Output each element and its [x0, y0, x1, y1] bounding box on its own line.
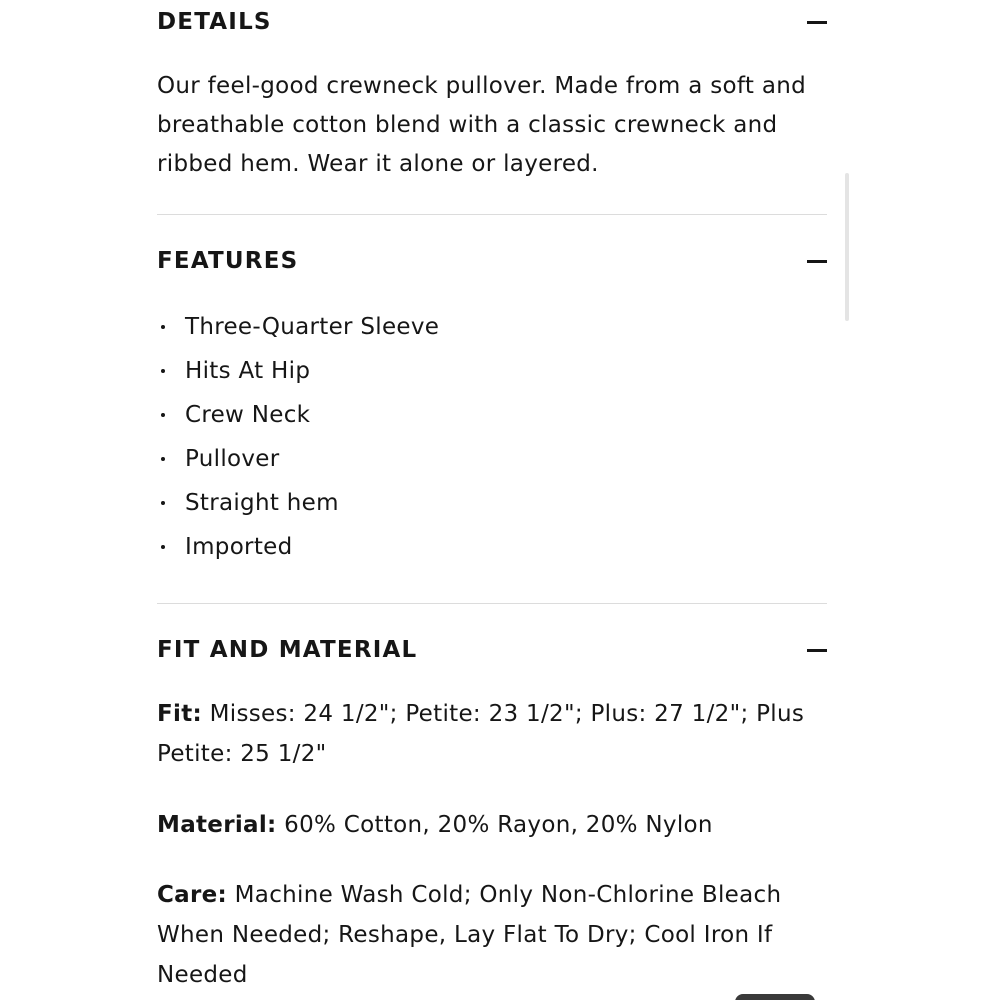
features-section [157, 241, 827, 569]
details-title: DETAILS [157, 9, 272, 35]
scrollbar-thumb[interactable] [845, 173, 849, 321]
fit-material-header[interactable] [157, 630, 827, 670]
fit-material-section [157, 630, 827, 1000]
bullet-icon [161, 369, 165, 373]
list-item: Crew Neck [157, 393, 827, 437]
list-item: Hits At Hip [157, 349, 827, 393]
list-item: Imported [157, 525, 827, 569]
minus-icon[interactable] [807, 649, 827, 652]
fit-material-title: FIT AND MATERIAL [157, 637, 418, 663]
details-section [157, 2, 827, 184]
features-header[interactable] [157, 241, 827, 281]
minus-icon[interactable] [807, 21, 827, 24]
fit-info [157, 694, 827, 774]
list-item: Pullover [157, 437, 827, 481]
material-label: Material: [157, 812, 277, 838]
material-value: 60% Cotton, 20% Rayon, 20% Nylon [276, 812, 713, 838]
care-value: Machine Wash Cold; Only Non-Chlorine Bleach When Needed; Reshape, Lay Flat To Dry; Cool Iron If Needed [157, 882, 782, 988]
divider [157, 603, 827, 604]
details-header[interactable] [157, 2, 827, 42]
bullet-icon [161, 325, 165, 329]
bullet-icon [161, 501, 165, 505]
care-label: Care: [157, 882, 228, 908]
bullet-icon [161, 545, 165, 549]
bullet-icon [161, 413, 165, 417]
fit-value: Misses: 24 1/2"; Petite: 23 1/2"; Plus: 27 1/2"; Plus Petite: 25 1/2" [157, 701, 805, 767]
bullet-icon [161, 457, 165, 461]
material-info [157, 805, 827, 845]
list-item: Three-Quarter Sleeve [157, 305, 827, 349]
divider [157, 214, 827, 215]
features-title: FEATURES [157, 248, 299, 274]
fit-label: Fit: [157, 701, 202, 727]
details-description: Our feel-good crewneck pullover. Made from a soft and breathable cotton blend with a classic crewneck and ribbed hem. Wear it alone or layered. [157, 73, 806, 177]
care-info [157, 875, 827, 995]
bottom-handle[interactable] [735, 994, 815, 1000]
minus-icon[interactable] [807, 260, 827, 263]
features-list [157, 305, 827, 569]
list-item: Straight hem [157, 481, 827, 525]
